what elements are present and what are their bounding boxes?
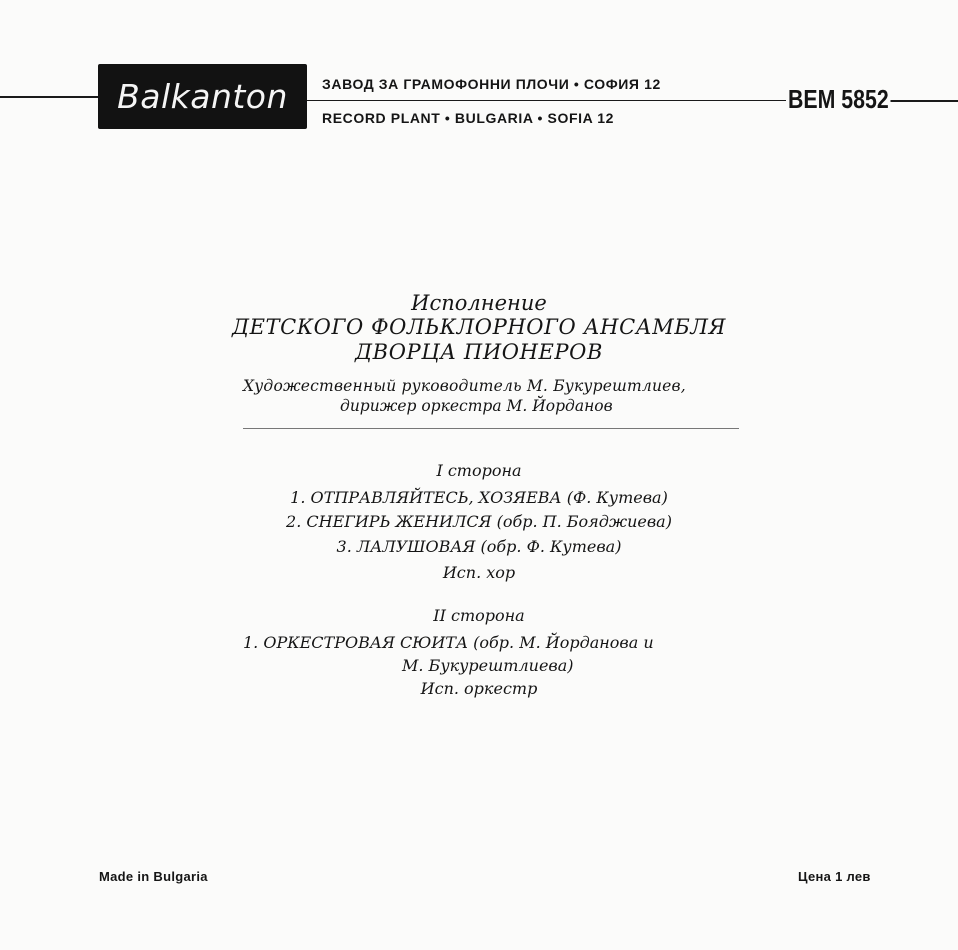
side-a-track-3: 3. ЛАЛУШОВАЯ (обр. Ф. Кутева) [336, 537, 622, 556]
side-b-performers: Исп. оркестр [420, 679, 538, 698]
section-divider [243, 428, 739, 429]
performer-label: Исполнение [411, 291, 547, 315]
ensemble-name-line-2: ДВОРЦА ПИОНЕРОВ [354, 340, 603, 364]
artistic-director-credit: Художественный руководитель М. Букурештлиев, [243, 377, 686, 395]
header-rule-left [0, 96, 98, 98]
record-plant-english: RECORD PLANT • BULGARIA • SOFIA 12 [322, 110, 615, 126]
side-b-track-1-continuation: М. Букурештлиева) [402, 656, 574, 675]
side-b-track-1: 1. ОРКЕСТРОВАЯ СЮИТА (обр. М. Йорданова и [243, 633, 654, 652]
record-plant-bulgarian: ЗАВОД ЗА ГРАМОФОННИ ПЛОЧИ • СОФИЯ 12 [322, 76, 661, 92]
made-in-label: Made in Bulgaria [99, 869, 208, 884]
conductor-credit: дирижер оркестра М. Йорданов [340, 397, 613, 415]
catalog-number: BEM 5852 [788, 84, 889, 114]
side-a-performers: Исп. хор [442, 563, 516, 582]
side-a-track-2: 2. СНЕГИРЬ ЖЕНИЛСЯ (обр. П. Бояджиева) [286, 512, 672, 531]
side-a-heading: I сторона [436, 461, 522, 480]
header-rule-right [880, 100, 958, 102]
ensemble-name-line-1: ДЕТСКОГО ФОЛЬКЛОРНОГО АНСАМБЛЯ [231, 315, 727, 339]
header-rule-middle [300, 100, 786, 101]
price-label: Цена 1 лев [798, 869, 871, 884]
balkanton-logo [98, 64, 307, 129]
side-a-track-1: 1. ОТПРАВЛЯЙТЕСЬ, ХОЗЯЕВА (Ф. Кутева) [290, 488, 668, 507]
logo-text: Balkanton [117, 77, 288, 116]
side-b-heading: II сторона [433, 606, 525, 625]
